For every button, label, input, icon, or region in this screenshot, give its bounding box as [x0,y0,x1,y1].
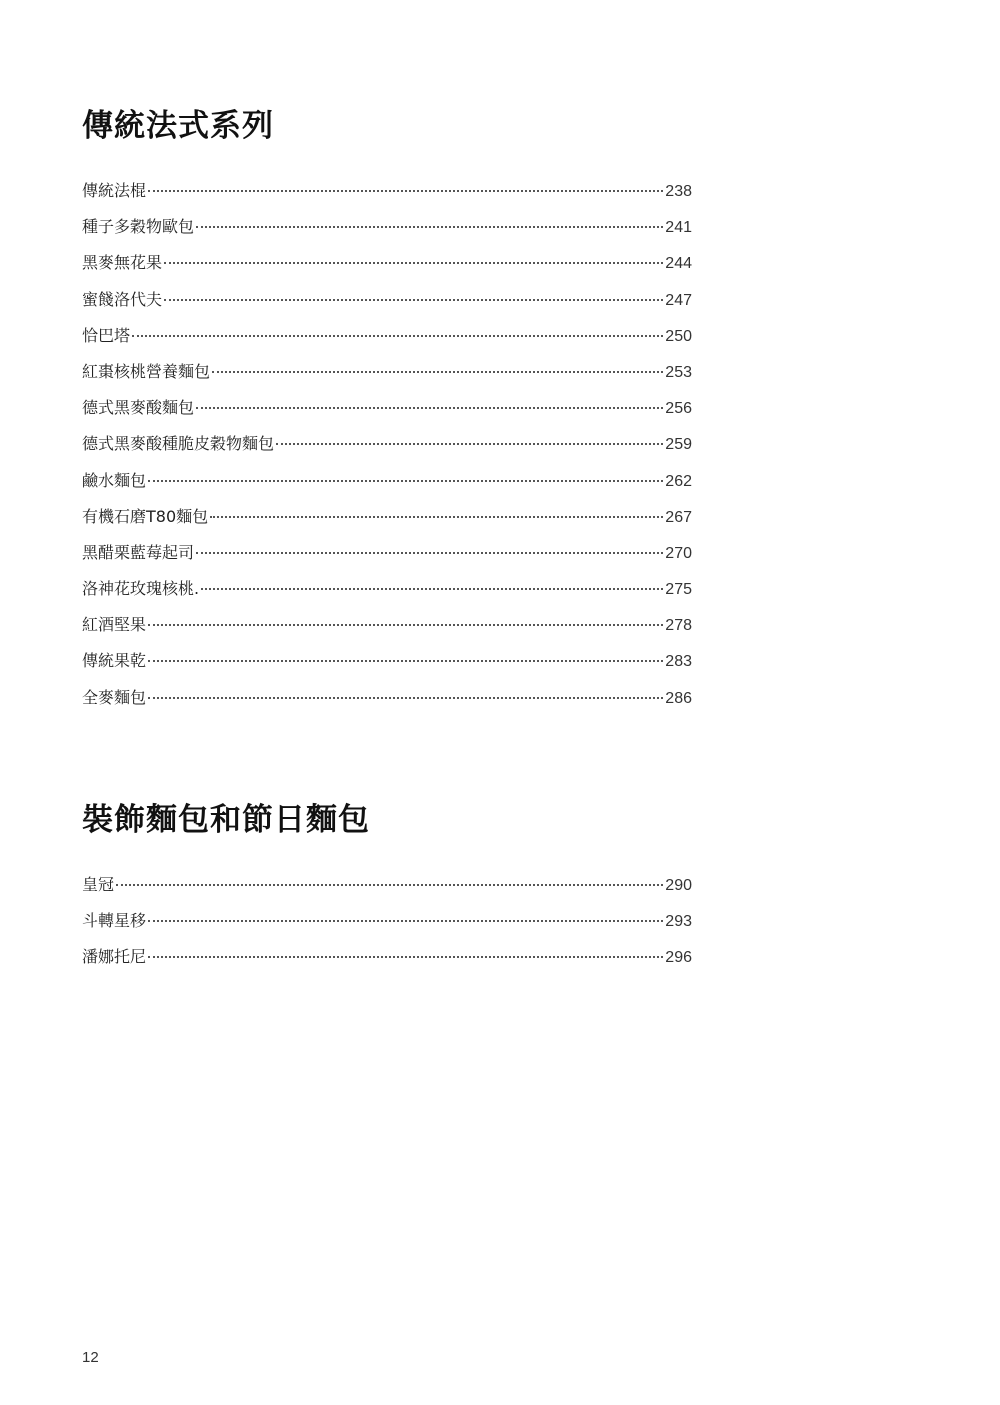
toc-entry[interactable] [82,178,692,214]
toc-entry-page: 267 [665,508,692,526]
toc-entry-label: 傳統果乾 [82,651,147,671]
toc-entry-label: 有機石磨T80麵包 [82,506,209,526]
toc-entry[interactable] [82,287,692,323]
toc-entry[interactable] [82,944,692,980]
toc-entry-label: 德式黑麥酸麵包 [82,398,195,418]
toc-entry-page: 259 [665,436,692,454]
toc-entry[interactable] [82,540,692,576]
toc-entry-label: 紅酒堅果 [82,615,147,635]
toc-list [82,872,692,981]
dot-leader [148,956,663,958]
dot-leader [212,371,663,373]
page-number: 12 [82,1349,99,1366]
toc-entry-label: 種子多穀物歐包 [82,217,195,237]
dot-leader [148,697,663,699]
toc-entry-page: 244 [665,255,692,273]
toc-entry[interactable] [82,648,692,684]
dot-leader [148,624,663,626]
toc-entry[interactable] [82,612,692,648]
toc-entry[interactable] [82,323,692,359]
toc-entry-page: 286 [665,689,692,707]
toc-entry-label: 全麥麵包 [82,687,147,707]
toc-list [82,178,692,721]
toc-entry-label: 傳統法棍 [82,181,147,200]
toc-entry[interactable] [82,395,692,431]
toc-entry-label: 紅棗核桃營養麵包 [82,361,211,381]
toc-entry-label: 洛神花玫瑰核桃. [82,579,200,599]
dot-leader [196,552,663,554]
toc-entry-label: 蜜餞洛代夫 [82,289,163,309]
toc-entry-page: 293 [665,913,692,931]
toc-entry-page: 275 [665,581,692,599]
toc-entry-page: 278 [665,617,692,635]
toc-entry-label: 德式黑麥酸種脆皮穀物麵包 [82,434,275,454]
section-decorative-festive [82,800,692,981]
dot-leader [196,226,663,228]
toc-entry-page: 296 [665,949,692,967]
toc-entry[interactable] [82,504,692,540]
toc-entry[interactable] [82,908,692,944]
section-title: 裝飾麵包和節日麵包 [82,802,370,838]
dot-leader [148,920,663,922]
toc-entry[interactable] [82,250,692,286]
toc-entry-page: 238 [665,183,692,200]
toc-entry[interactable] [82,685,692,721]
toc-entry[interactable] [82,359,692,395]
toc-entry-label: 斗轉星移 [82,911,147,931]
dot-leader [210,516,663,518]
toc-entry-page: 270 [665,544,692,562]
toc-entry[interactable] [82,872,692,908]
toc-entry-page: 250 [665,327,692,345]
toc-entry-page: 290 [665,877,692,894]
toc-entry-label: 恰巴塔 [82,325,131,345]
dot-leader [132,335,663,337]
section-traditional-french [82,106,692,721]
toc-entry[interactable] [82,214,692,250]
dot-leader [148,190,663,192]
toc-entry-label: 黑麥無花果 [82,253,163,273]
toc-entry-page: 241 [665,219,692,237]
toc-entry-page: 256 [665,400,692,418]
toc-entry-page: 253 [665,363,692,381]
dot-leader [148,660,663,662]
toc-entry-label: 潘娜托尼 [82,947,147,967]
toc-entry-label: 黑醋栗藍莓起司 [82,542,195,562]
dot-leader [164,262,663,264]
toc-entry[interactable] [82,431,692,467]
dot-leader [116,884,663,886]
toc-entry[interactable] [82,576,692,612]
dot-leader [201,588,663,590]
toc-entry-page: 262 [665,472,692,490]
toc-entry-label: 鹼水麵包 [82,470,147,490]
toc-entry-label: 皇冠 [82,875,115,894]
dot-leader [276,443,663,445]
toc-entry-page: 283 [665,653,692,671]
dot-leader [148,480,663,482]
toc-entry-page: 247 [665,291,692,309]
section-title: 傳統法式系列 [82,108,274,144]
dot-leader [196,407,663,409]
dot-leader [164,299,663,301]
toc-entry[interactable] [82,468,692,504]
